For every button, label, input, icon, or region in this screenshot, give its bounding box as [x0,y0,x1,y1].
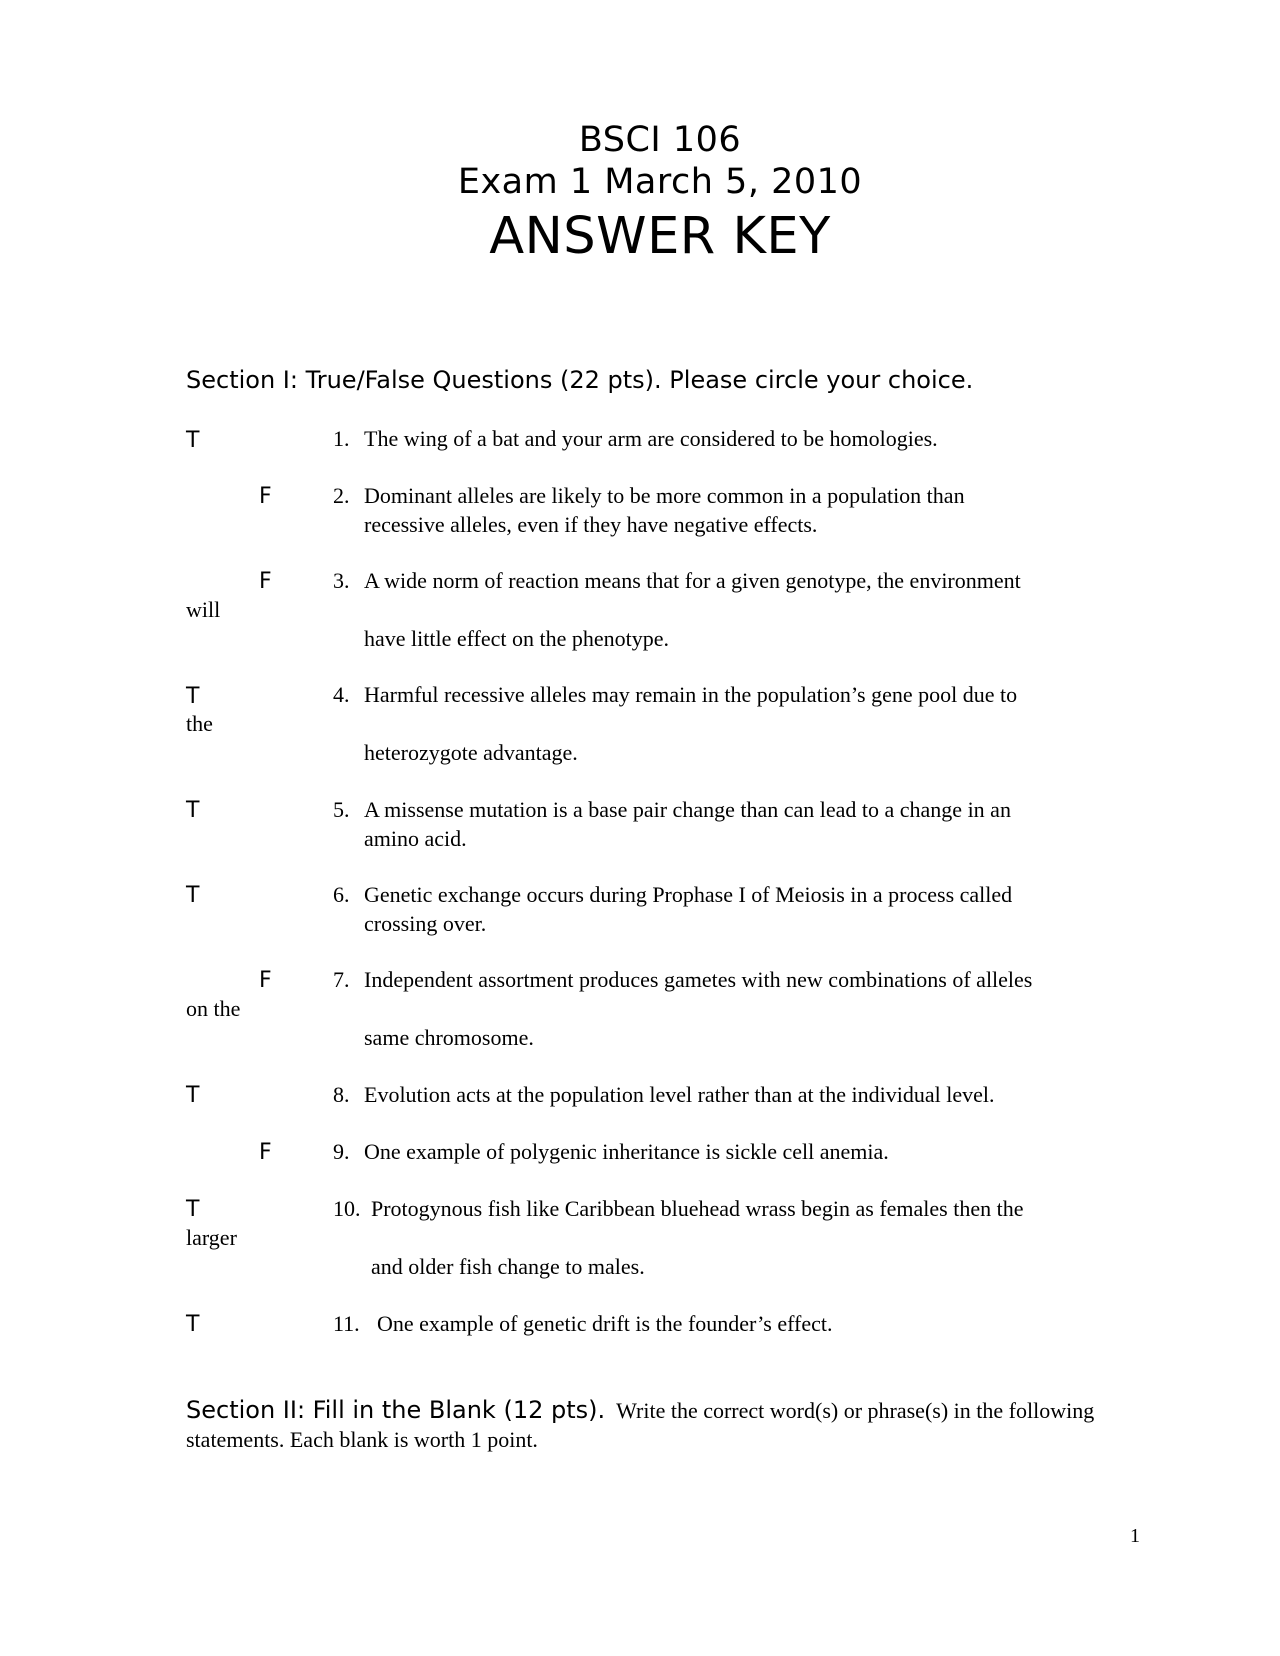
question-9-line-1: One example of polygenic inheritance is sickle cell anemia. [364,1139,889,1164]
question-6-line-1: Genetic exchange occurs during Prophase I of Meiosis in a process called [364,882,1013,907]
answer-11: T [186,1312,200,1337]
question-7-line-1: Independent assortment produces gametes with new combinations of alleles [364,967,1033,992]
section-2-heading: Section II: Fill in the Blank (12 pts). [186,1396,606,1424]
question-4-overflow: the [186,711,213,736]
question-11-line-1: One example of genetic drift is the founder’s effect. [377,1311,833,1336]
question-3-line-1: A wide norm of reaction means that for a given genotype, the environment [364,568,1021,593]
question-2-line-2: recessive alleles, even if they have negative effects. [364,512,818,537]
question-number-5: 5. [333,797,350,822]
question-3-line-2: have little effect on the phenotype. [364,626,670,651]
question-1-line-1: The wing of a bat and your arm are considered to be homologies. [364,426,938,451]
exam-date: Exam 1 March 5, 2010 [457,162,863,202]
answer-10: T [186,1197,200,1222]
question-7-overflow: on the [186,996,241,1021]
question-number-7: 7. [333,967,350,992]
question-2-line-1: Dominant alleles are likely to be more common in a population than [364,483,965,508]
answer-4: T [186,684,200,709]
question-number-8: 8. [333,1082,350,1107]
answer-9: F [259,1140,272,1165]
question-5-line-1: A missense mutation is a base pair change than can lead to a change in an [364,797,1011,822]
answer-6: T [186,883,200,908]
question-number-6: 6. [333,882,350,907]
answer-3: F [259,569,272,594]
question-4-line-1: Harmful recessive alleles may remain in the population’s gene pool due to [364,682,1018,707]
question-number-1: 1. [333,426,350,451]
answer-8: T [186,1083,200,1108]
section-2-paragraph [186,1396,1126,1454]
question-number-2: 2. [333,483,350,508]
question-number-4: 4. [333,682,350,707]
question-3-overflow: will [186,597,221,622]
section-2-instructions: Write the correct word(s) or phrase(s) in the following statements. Each blank is worth 1 point. [186,1398,1095,1452]
answer-7: F [259,968,272,993]
question-10-overflow: larger [186,1225,237,1250]
page-number: 1 [1130,1525,1140,1547]
course-title: BSCI 106 [578,120,742,160]
question-number-11: 11. [333,1311,360,1336]
question-6-line-2: crossing over. [364,911,487,936]
answer-1: T [186,428,200,453]
question-number-3: 3. [333,568,350,593]
section-1-heading: Section I: True/False Questions (22 pts). Please circle your choice. [186,366,974,394]
answer-key-title: ANSWER KEY [489,207,831,266]
question-8-line-1: Evolution acts at the population level rather than at the individual level. [364,1082,995,1107]
question-5-line-2: amino acid. [364,826,467,851]
question-10-line-1: Protogynous fish like Caribbean bluehead wrass begin as females then the [371,1196,1024,1221]
question-7-line-2: same chromosome. [364,1025,534,1050]
question-number-9: 9. [333,1139,350,1164]
question-number-10: 10. [333,1196,361,1221]
question-10-line-2: and older fish change to males. [371,1254,645,1279]
answer-5: T [186,798,200,823]
answer-2: F [259,484,272,509]
question-4-line-2: heterozygote advantage. [364,740,578,765]
